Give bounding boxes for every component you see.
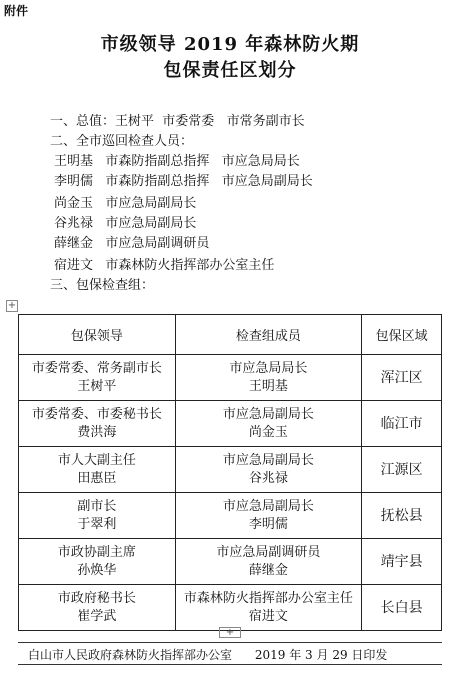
header-members: 检查组成员 (175, 315, 362, 355)
leader-cell (19, 585, 176, 631)
leader-cell (19, 447, 176, 493)
document-subtitle: 包保责任区划分 (163, 60, 297, 81)
member-title: 市应急局副调研员 (216, 544, 321, 560)
header-region: 包保区域 (362, 315, 442, 355)
leader-cell (19, 539, 176, 585)
member-name: 王明基 (248, 378, 288, 394)
leader-name: 孙焕华 (77, 562, 117, 578)
table-row (19, 447, 442, 493)
member-cell (175, 401, 362, 447)
inspectors-heading: 二、全市巡回检查人员： (50, 134, 194, 149)
document-title: 市级领导 2019 年森林防火期 (100, 34, 360, 55)
leader-cell (19, 355, 176, 401)
region-cell: 抚松县 (362, 493, 442, 539)
leader-title: 市政府秘书长 (57, 590, 136, 606)
footer-issuer: 白山市人民政府森林防火指挥部办公室 2019 年 3 月 29 日印发 (28, 648, 388, 662)
leader-title: 市政协副主席 (57, 544, 136, 560)
table-row (19, 355, 442, 401)
member-title: 市应急局副局长 (222, 498, 314, 514)
region-cell: 长白县 (362, 585, 442, 631)
region-cell: 浑江区 (362, 355, 442, 401)
table-move-handle-icon[interactable]: + (7, 300, 17, 311)
member-name: 薛继金 (248, 562, 288, 578)
member-cell (175, 585, 362, 631)
inspector-line: 薛继金 市应急局副调研员 (54, 236, 210, 251)
member-name: 尚金玉 (248, 424, 288, 440)
add-row-icon[interactable]: + (219, 627, 241, 638)
member-cell (175, 493, 362, 539)
table-row (19, 493, 442, 539)
member-title: 市应急局副局长 (222, 406, 314, 422)
member-title: 市应急局局长 (229, 360, 308, 376)
member-name: 宿进文 (248, 608, 288, 624)
member-cell (175, 539, 362, 585)
region-cell: 江源区 (362, 447, 442, 493)
leader-name: 田惠臣 (77, 470, 117, 486)
leader-name: 王树平 (77, 378, 117, 394)
leader-name: 崔学武 (77, 608, 117, 624)
region-cell: 临江市 (362, 401, 442, 447)
member-name: 李明儒 (248, 516, 288, 532)
member-name: 谷兆禄 (248, 470, 288, 486)
duty-leader-line: 一、总值：王树平 市委常委 市常务副市长 (50, 114, 305, 129)
table-row (19, 539, 442, 585)
inspector-line: 王明基 市森防指副总指挥 市应急局局长 (54, 154, 300, 169)
leader-name: 于翠利 (77, 516, 117, 532)
member-cell (175, 447, 362, 493)
attachment-label: 附件 (4, 4, 29, 18)
leader-title: 市委常委、市委秘书长 (31, 406, 162, 422)
header-leader: 包保领导 (19, 315, 176, 355)
inspector-line: 宿进文 市森林防火指挥部办公室主任 (54, 258, 275, 273)
assignment-table (18, 314, 442, 631)
leader-cell (19, 493, 176, 539)
leader-title: 市人大副主任 (57, 452, 136, 468)
inspector-line: 李明儒 市森防指副总指挥 市应急局副局长 (54, 174, 313, 189)
table-row (19, 401, 442, 447)
member-title: 市森林防火指挥部办公室主任 (183, 590, 353, 606)
leader-name: 费洪海 (77, 424, 117, 440)
leader-title: 副市长 (77, 498, 117, 514)
leader-title: 市委常委、常务副市长 (31, 360, 162, 376)
footer-rule-bottom (18, 664, 442, 665)
region-cell: 靖宇县 (362, 539, 442, 585)
table-row (19, 585, 442, 631)
leader-cell (19, 401, 176, 447)
groups-heading: 三、包保检查组： (50, 278, 155, 293)
footer-rule-top (18, 642, 442, 643)
member-title: 市应急局副局长 (222, 452, 314, 468)
inspector-line: 谷兆禄 市应急局副局长 (54, 216, 197, 231)
inspector-line: 尚金玉 市应急局副局长 (54, 196, 197, 211)
table-header-row (19, 315, 442, 355)
member-cell (175, 355, 362, 401)
